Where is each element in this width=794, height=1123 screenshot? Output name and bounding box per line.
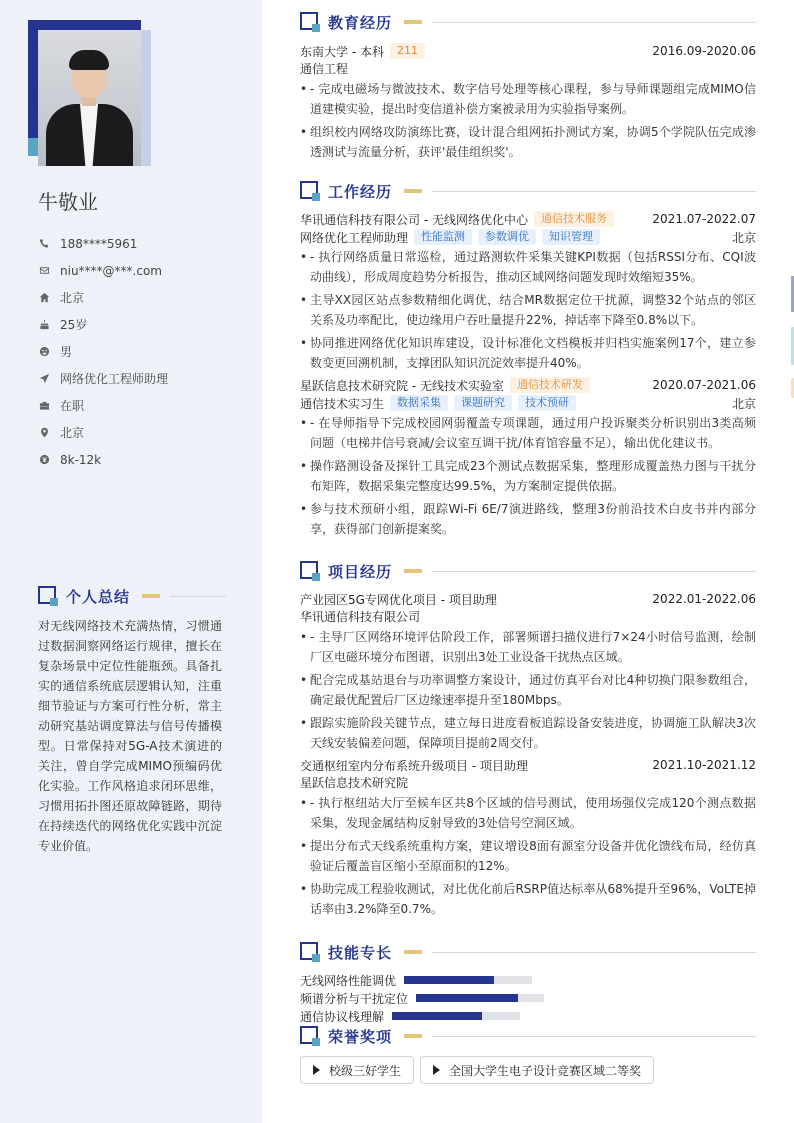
- skill-level-fill: [416, 994, 518, 1002]
- project-bullets: [300, 793, 756, 919]
- project-header-row: [300, 590, 756, 608]
- position-text: 网络优化工程师助理: [60, 372, 169, 386]
- job-skill-tag: 数据采集: [390, 395, 448, 411]
- job-skill-tag: 知识管理: [542, 229, 600, 245]
- job-entry: [300, 376, 756, 539]
- job-role: 网络优化工程师助理: [300, 230, 409, 245]
- skills-section: [300, 942, 756, 1025]
- projects-section: [300, 561, 756, 922]
- info-age: [38, 311, 168, 338]
- sidebar: [0, 0, 262, 1123]
- skill-item: [300, 989, 552, 1007]
- list-item: • 参与技术预研小组，跟踪Wi-Fi 6E/7演进路线，整理3份前沿技术白皮书并内部分享，获得部门创新提案奖。: [300, 499, 756, 539]
- info-position: [38, 365, 168, 392]
- honors-section: [300, 1026, 756, 1084]
- list-item: • 协助完成工程验收测试，对比优化前后RSRP值达标率从68%提升至96%，VoLTE掉话率由3.2%降至0.7%。: [300, 879, 756, 919]
- section-divider: [432, 191, 756, 192]
- education-major: 通信工程: [300, 62, 349, 76]
- location-icon: [38, 427, 50, 439]
- avatar-frame: [28, 20, 152, 166]
- education-header-row: [300, 42, 756, 60]
- send-icon: [38, 373, 50, 385]
- honors-list: [300, 1056, 756, 1084]
- job-role-row: [300, 394, 756, 412]
- education-title: 教育经历: [328, 13, 393, 32]
- skill-level-bar: [416, 994, 544, 1002]
- education-bullets: [300, 79, 756, 162]
- skill-name: 无线网络性能调优: [300, 973, 397, 988]
- email-text: niu****@***.com: [60, 263, 162, 278]
- location-text: 北京: [60, 426, 85, 440]
- candidate-name: 牛敬业: [38, 190, 98, 214]
- salary-icon: [38, 454, 50, 466]
- job-company: 星跃信息技术研究院 - 无线技术实验室: [300, 378, 504, 393]
- skill-item: [300, 1007, 528, 1025]
- job-city: 北京: [731, 230, 756, 245]
- info-phone: [38, 230, 168, 257]
- skill-name: 频谱分析与干扰定位: [300, 991, 409, 1006]
- gender-icon: [38, 346, 50, 358]
- skill-level-bar: [404, 976, 532, 984]
- job-skill-tag: 参数调优: [478, 229, 536, 245]
- section-divider: [432, 22, 756, 23]
- section-divider: [432, 1036, 756, 1037]
- project-org: 星跃信息技术研究院: [300, 776, 409, 790]
- job-date: 2020.07-2021.06: [652, 378, 756, 392]
- project-entry: [300, 756, 756, 919]
- education-tag: 211: [390, 43, 425, 59]
- play-triangle-icon: [433, 1065, 440, 1075]
- skill-name: 通信协议栈理解: [300, 1009, 385, 1024]
- job-date: 2021.07-2022.07: [652, 212, 756, 226]
- skill-item: [300, 971, 540, 989]
- job-role: 通信技术实习生: [300, 396, 385, 411]
- age-text: 25岁: [60, 318, 88, 332]
- education-section: [300, 12, 756, 165]
- section-accent-bar: [404, 1034, 422, 1038]
- avatar: [38, 30, 141, 166]
- project-name: 产业园区5G专网优化项目 - 项目助理: [300, 592, 497, 607]
- job-role-row: [300, 228, 756, 246]
- email-icon: [38, 265, 50, 277]
- work-section: [300, 181, 756, 542]
- list-item: • - 完成电磁场与微波技术、数字信号处理等核心课程，参与导师课题组完成MIMO信道建模实验，提出时变信道补偿方案被录用为实验指导案例。: [300, 79, 756, 119]
- honor-text: 全国大学生电子设计竞赛区域二等奖: [449, 1063, 642, 1078]
- section-accent-bar: [142, 594, 160, 598]
- status-text: 在职: [60, 399, 85, 413]
- list-item: • 配合完成基站退台与功率调整方案设计，通过仿真平台对比4种切换门限参数组合，确定最优配置后厂区边缘速率提升至180Mbps。: [300, 670, 756, 710]
- home-icon: [38, 292, 50, 304]
- job-header-row: [300, 210, 756, 228]
- list-item: • - 执行网络质量日常巡检，通过路测软件采集关键KPI数据（包括RSSI分布、CQI波动曲线），形成周度趋势分析报告，推动区域网络问题发现时效缩短35%。: [300, 247, 756, 287]
- section-accent-bar: [404, 20, 422, 24]
- list-item: • 操作路测设备及探针工具完成23个测试点数据采集，整理形成覆盖热力图与干扰分布矩阵，数据采集完整度达99.5%，为方案制定提供依据。: [300, 456, 756, 496]
- section-icon: [300, 181, 320, 201]
- section-icon: [38, 586, 58, 606]
- info-gender: [38, 338, 168, 365]
- honors-title: 荣誉奖项: [328, 1027, 393, 1046]
- summary-title: 个人总结: [66, 587, 131, 606]
- section-icon: [300, 1026, 320, 1046]
- skills-title: 技能专长: [328, 943, 393, 962]
- section-divider: [170, 596, 226, 597]
- job-city: 北京: [731, 396, 756, 411]
- salary-text: 8k-12k: [60, 452, 102, 467]
- skill-level-bar: [392, 1012, 520, 1020]
- phone-icon: [38, 238, 50, 250]
- project-bullets: [300, 627, 756, 753]
- contact-info-list: [38, 230, 168, 473]
- info-email: [38, 257, 168, 284]
- section-icon: [300, 12, 320, 32]
- skills-list: [300, 971, 756, 1025]
- project-name: 交通枢纽室内分布系统升级项目 - 项目助理: [300, 758, 528, 773]
- project-entry: [300, 590, 756, 753]
- project-date: 2022.01-2022.06: [652, 592, 756, 606]
- job-header-row: [300, 376, 756, 394]
- avatar-hair: [69, 50, 109, 70]
- list-item: • - 主导厂区网络环境评估阶段工作，部署频谱扫描仪进行7×24小时信号监测，绘制厂区电磁环境分布图谱，识别出3处工业设备干扰热点区域。: [300, 627, 756, 667]
- skill-level-fill: [392, 1012, 482, 1020]
- honor-item: [420, 1056, 654, 1084]
- job-skill-tag: 课题研究: [454, 395, 512, 411]
- info-status: [38, 392, 168, 419]
- project-date: 2021.10-2021.12: [652, 758, 756, 772]
- info-home: [38, 284, 168, 311]
- education-date: 2016.09-2020.06: [652, 44, 756, 58]
- section-accent-bar: [404, 569, 422, 573]
- job-skill-tag: 技术预研: [518, 395, 576, 411]
- job-bullets: [300, 413, 756, 539]
- info-location: [38, 419, 168, 446]
- honor-item: [300, 1056, 414, 1084]
- honor-text: 校级三好学生: [329, 1063, 402, 1078]
- list-item: • 主导XX园区站点参数精细化调优，结合MR数据定位干扰源，调整32个站点的邻区关系及功率配比，使边缘用户吞吐量提升22%，掉话率下降至0.8%以下。: [300, 290, 756, 330]
- summary-text: 对无线网络技术充满热情，习惯通过数据洞察网络运行规律，擅长在复杂场景中定位性能瓶颈。具备扎实的通信系统底层逻辑认知，注重细节验证与方案可行性分析，常主动研究基站调度算法与信号传播模型。日常保持对5G-A技术演进的关注，曾自学完成MIMO预编码优化实验。工作风格追求闭环思维，习惯用拓扑图还原故障链路，期待在持续迭代的网络优化实践中沉淀专业价值。: [38, 619, 222, 853]
- project-org: 华讯通信科技有限公司: [300, 610, 421, 624]
- job-company: 华讯通信科技有限公司 - 无线网络优化中心: [300, 212, 528, 227]
- job-skill-tag: 性能监测: [414, 229, 472, 245]
- list-item: • 跟踪实施阶段关键节点，建立每日进度看板追踪设备安装进度，协调施工队解决3次天线安装偏差问题，保障项目提前2周交付。: [300, 713, 756, 753]
- briefcase-icon: [38, 400, 50, 412]
- info-salary: [38, 446, 168, 473]
- list-item: • - 执行枢纽站大厅至候车区共8个区域的信号测试，使用场强仪完成120个测点数据采集，发现金属结构反射导致的3处信号空洞区域。: [300, 793, 756, 833]
- skill-level-fill: [404, 976, 494, 984]
- list-item: • 协同推进网络优化知识库建设，设计标准化文档模板并归档实施案例17个，建立参数变更回溯机制，支撑团队知识沉淀效率提升40%。: [300, 333, 756, 373]
- job-entry: [300, 210, 756, 373]
- list-item: • 组织校内网络攻防演练比赛，设计混合组网拓扑测试方案，协调5个学院队伍完成渗透测试与流量分析，获评'最佳组织奖'。: [300, 122, 756, 162]
- project-header-row: [300, 756, 756, 774]
- cake-icon: [38, 319, 50, 331]
- projects-title: 项目经历: [328, 562, 393, 581]
- job-bullets: [300, 247, 756, 373]
- section-divider: [432, 571, 756, 572]
- phone-text: 188****5961: [60, 236, 138, 251]
- work-title: 工作经历: [328, 182, 393, 201]
- section-icon: [300, 561, 320, 581]
- gender-text: 男: [60, 345, 73, 359]
- list-item: • 提出分布式天线系统重构方案，建议增设8面有源室分设备并优化馈线布局，经仿真验证后覆盖盲区缩小至原面积的12%。: [300, 836, 756, 876]
- section-icon: [300, 942, 320, 962]
- job-industry-tag: 通信技术研发: [510, 377, 590, 393]
- section-divider: [432, 952, 756, 953]
- education-school: 东南大学 - 本科: [300, 44, 384, 59]
- list-item: • - 在导师指导下完成校园网弱覆盖专项课题，通过用户投诉聚类分析识别出3类高频问题（电梯井信号衰减/会议室互调干扰/体育馆容量不足），输出优化建议书。: [300, 413, 756, 453]
- section-accent-bar: [404, 189, 422, 193]
- home-text: 北京: [60, 291, 85, 305]
- summary-heading: [38, 586, 226, 606]
- play-triangle-icon: [313, 1065, 320, 1075]
- section-accent-bar: [404, 950, 422, 954]
- job-industry-tag: 通信技术服务: [534, 211, 614, 227]
